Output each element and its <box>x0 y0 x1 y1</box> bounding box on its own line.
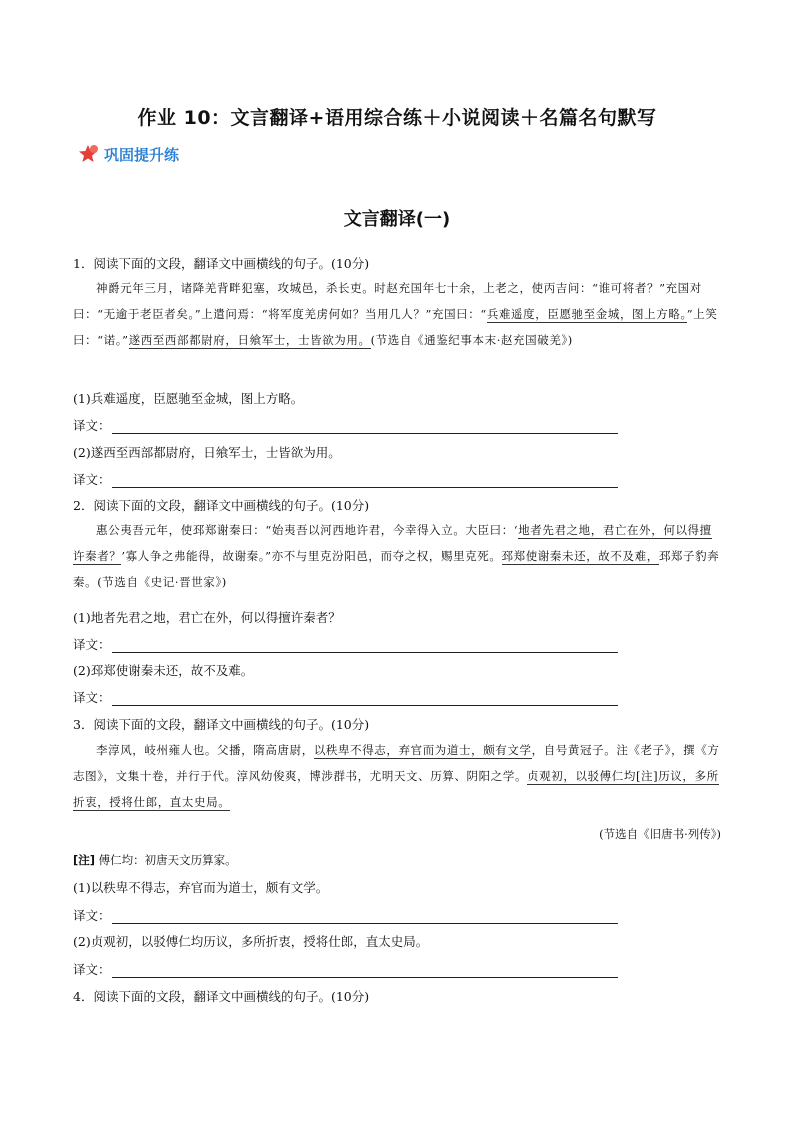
answer-line[interactable] <box>112 636 618 653</box>
underlined-sentence-2: 遂西至西部都尉府，日飨军士，士皆欲为用。 <box>128 333 371 347</box>
answer-line[interactable] <box>112 689 618 706</box>
answer-label: 译文： <box>73 908 111 923</box>
answer-label: 译文： <box>73 418 111 433</box>
underlined-sentence-1: 兵难遥度，臣愿驰至金城，图上方略。 <box>486 307 687 321</box>
passage-text: ’寡人争之弗能得，故谢秦。”亦不与里克汾阳邑，而夺之权，赐里克死。 <box>121 549 502 563</box>
answer-row <box>73 470 618 488</box>
question-3-prompt: 3．阅读下面的文段，翻译文中画横线的句子。(10分) <box>73 717 370 732</box>
answer-row <box>73 906 618 924</box>
answer-line[interactable] <box>112 471 618 488</box>
passage-source: (节选自《通鉴纪事本末·赵充国破羌》) <box>370 333 573 347</box>
answer-row <box>73 688 618 706</box>
question-3-sentence-1: (1)以秩卑不得志，弃官而为道士，颇有文学。 <box>73 880 329 895</box>
passage-text: ”上笑曰：“诺。” <box>73 307 718 347</box>
answer-line[interactable] <box>112 417 618 434</box>
question-1-sentence-1: (1)兵难遥度，臣愿驰至金城，图上方略。 <box>73 391 304 406</box>
footnote-text: 傅仁均：初唐天文历算家。 <box>98 853 237 867</box>
underlined-sentence-2: 邳郑使谢秦未还，故不及难， <box>501 549 659 563</box>
footnote <box>73 852 237 868</box>
question-2-prompt: 2．阅读下面的文段，翻译文中画横线的句子。(10分) <box>73 498 370 513</box>
question-2-sentence-1: (1)地者先君之地，君亡在外，何以得擅许秦者？ <box>73 610 341 625</box>
question-2-sentence-2: (2)邳郑使谢秦未还，故不及难。 <box>73 663 254 678</box>
section-title: 文言翻译(一) <box>343 209 451 230</box>
question-3-sentence-2: (2)贞观初，以驳傅仁均历议，多所折衷，授将仕郎，直太史局。 <box>73 934 429 949</box>
passage-source: (节选自《旧唐书·列传》) <box>599 827 721 841</box>
question-2-passage <box>73 517 723 595</box>
answer-label: 译文： <box>73 637 111 652</box>
passage-source: 邳郑子豹奔秦。(节选自《史记·晋世家》) <box>73 549 720 589</box>
underlined-sentence-2: 贞观初，以驳傅仁均[注]历议，多所折衷，授将仕郎，直太史局。 <box>73 769 719 809</box>
section-badge <box>78 143 179 165</box>
answer-label: 译文： <box>73 472 111 487</box>
answer-row <box>73 635 618 653</box>
footnote-label: [注] <box>73 853 96 867</box>
answer-label: 译文： <box>73 690 111 705</box>
passage-text: 李淳风，岐州雍人也。父播，隋高唐尉， <box>96 743 314 757</box>
answer-row <box>73 960 618 978</box>
underlined-sentence-1: 地者先君之地，君亡在外，何以得擅许秦者？ <box>73 523 712 563</box>
question-1-prompt: 1．阅读下面的文段，翻译文中画横线的句子。(10分) <box>73 256 370 271</box>
underlined-sentence-1: 以秩卑不得志，弃官而为道士，颇有文学 <box>313 743 532 757</box>
question-1-passage <box>73 275 723 353</box>
answer-row <box>73 416 618 434</box>
question-4-prompt: 4．阅读下面的文段，翻译文中画横线的句子。(10分) <box>73 989 370 1004</box>
passage-text: 惠公夷吾元年，使邳郑谢秦曰：“始夷吾以河西地许君，今幸得入立。大臣曰：‘ <box>96 523 519 537</box>
star-badge-icon <box>78 144 100 164</box>
passage-text: ，自号黄冠子。注《老子》，撰《方志图》，文集十卷，并行于代。淳风幼俊爽，博涉群书，尤明天文、历算、阴阳之学。 <box>73 743 720 783</box>
answer-label: 译文： <box>73 962 111 977</box>
question-3-passage <box>73 737 723 815</box>
answer-line[interactable] <box>112 961 618 978</box>
badge-label: 巩固提升练 <box>104 145 180 164</box>
passage-text: 神爵元年三月，诸降羌背畔犯塞，攻城邑，杀长吏。时赵充国年七十余，上老之，使丙吉问：“谁可将者？”充国对曰：“无逾于老臣者矣。”上遣问焉：“将军度羌虏何如？当用几人？”充国曰：“ <box>73 281 702 321</box>
question-1-sentence-2: (2)遂西至西部都尉府，日飨军士，士皆欲为用。 <box>73 445 341 460</box>
page-title: 作业 10：文言翻译+语用综合练＋小说阅读＋名篇名句默写 <box>137 107 657 129</box>
answer-line[interactable] <box>112 907 618 924</box>
